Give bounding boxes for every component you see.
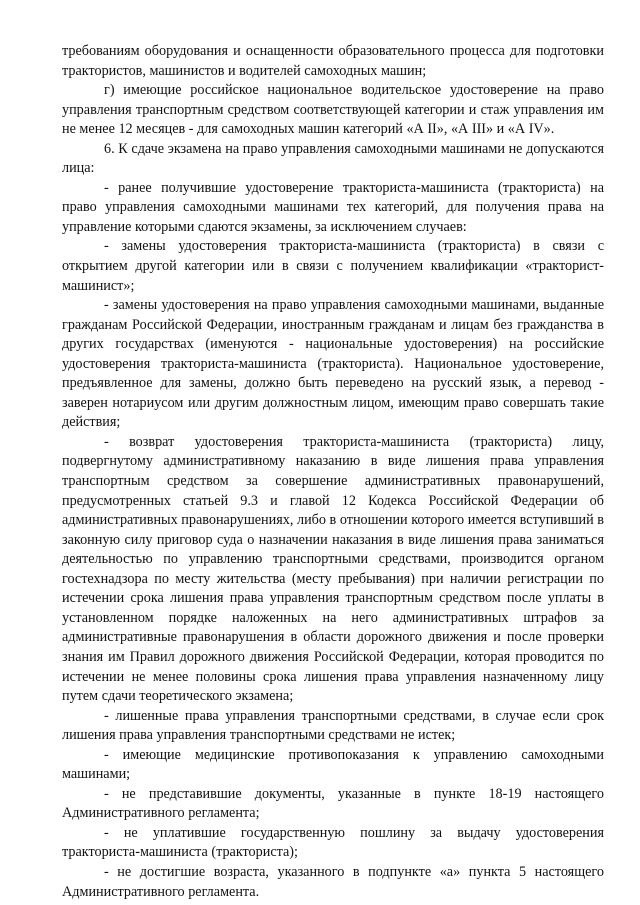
paragraph-medical-contraindications: - имеющие медицинские противопоказания к управлению самоходными машинами; bbox=[62, 746, 604, 783]
paragraph-missing-documents: - не представившие документы, указанные в пункте 18-19 настоящего Административного регламента; bbox=[62, 785, 604, 822]
paragraph-section-6-heading: 6. К сдаче экзамена на право управления самоходными машинами не допускаются лица: bbox=[62, 140, 604, 177]
paragraph-national-license-exchange: - замены удостоверения на право управления самоходными машинами, выданные гражданам Российской Федерации, иностранным гражданам и лицам без гражданства в других государствах (именуются - национальные удостоверения) на российские удостоверения тракториста-машиниста (тракториста). Национальное удостоверение, предъявленное для замены, должно быть переведено на русский язык, а перевод - заверен нотариусом или другим должностным лицом, имеющим право совершать такие действия; bbox=[62, 297, 604, 431]
paragraph-item-g: г) имеющие российское национальное водительское удостоверение на право управления транспортным средством соответствующей категории и стаж управления им не менее 12 месяцев - для самоходных машин категорий «А II», «А III» и «А IV». bbox=[62, 82, 604, 138]
paragraph-underage: - не достигшие возраста, указанного в подпункте «а» пункта 5 настоящего Административного регламента. bbox=[62, 863, 604, 900]
paragraph-requirements-continuation: требованиям оборудования и оснащенности образовательного процесса для подготовки трактористов, машинистов и водителей самоходных машин; bbox=[62, 43, 604, 79]
paragraph-license-return: - возврат удостоверения тракториста-машиниста (тракториста) лицу, подвергнутому административному наказанию в виде лишения права управления транспортным средством за совершение административных правонарушений, предусмотренных статьей 9.3 и главой 12 Кодекса Российской Федерации об административных правонарушениях, либо в отношении которого имеется вступивший в законную силу приговор суда о назначении наказания в виде лишения права заниматься деятельностью по управлению транспортными средствами, производится органом гостехнадзора по месту жительства (месту пребывания) при наличии регистрации по истечении срока лишения права управления транспортным средством после уплаты в установленном порядке наложенных на него административных штрафов за административные правонарушения в области дорожного движения и после проверки знания им Правил дорожного движения Российской Федерации, которая проводится по истечении не менее половины срока лишения права управления назначенному лицу путем сдачи теоретического экзамена; bbox=[62, 433, 604, 705]
document-body bbox=[62, 42, 604, 902]
paragraph-unpaid-fee: - не уплатившие государственную пошлину за выдачу удостоверения тракториста-машиниста (тракториста); bbox=[62, 824, 604, 861]
paragraph-previously-licensed: - ранее получившие удостоверение тракториста-машиниста (тракториста) на право управления самоходными машинами тех категорий, для получения права на управление которыми сдаются экзамены, за исключением случаев: bbox=[62, 179, 604, 235]
paragraph-deprived-rights: - лишенные права управления транспортными средствами, в случае если срок лишения права управления транспортными средствами не истек; bbox=[62, 707, 604, 744]
paragraph-license-replacement: - замены удостоверения тракториста-машиниста (тракториста) в связи с открытием другой категории или в связи с получением квалификации «тракторист-машинист»; bbox=[62, 238, 604, 294]
